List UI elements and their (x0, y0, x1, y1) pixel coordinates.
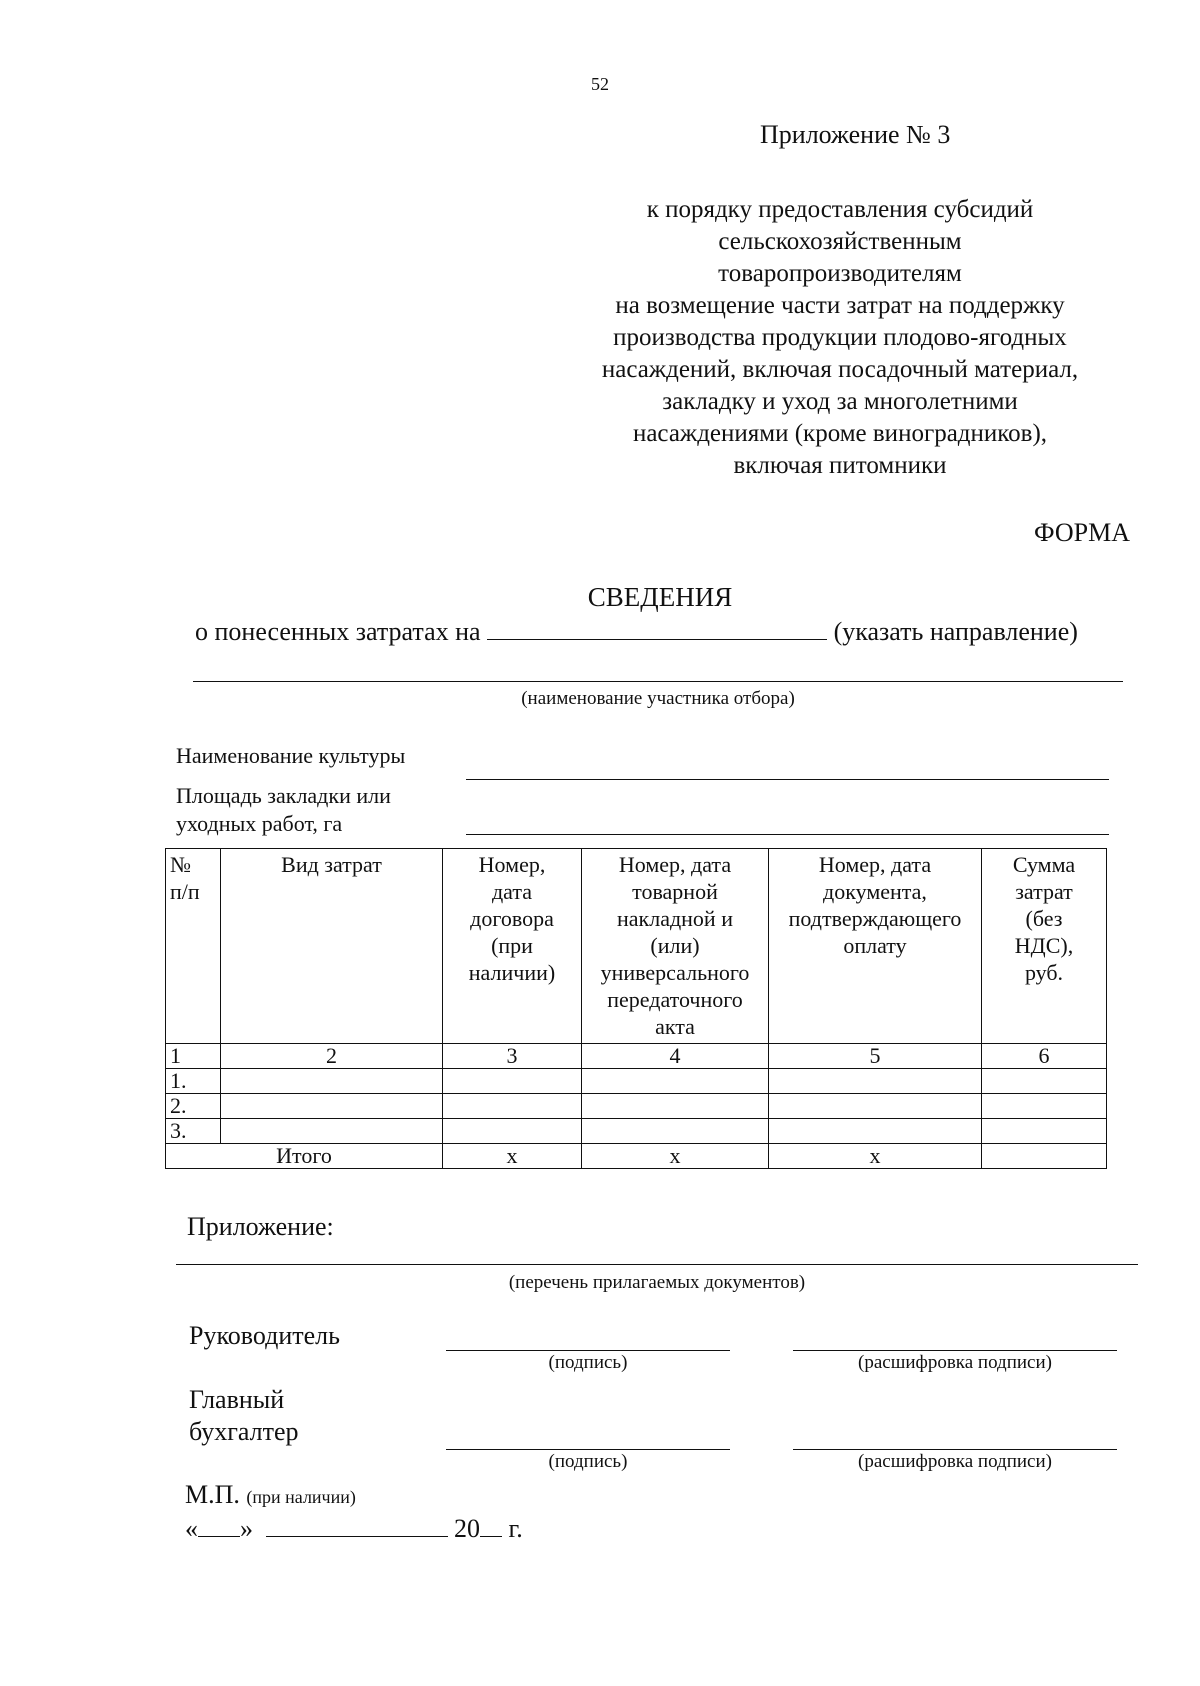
column-number: 6 (982, 1044, 1107, 1069)
date-month-field[interactable] (266, 1536, 448, 1537)
appendix-line: к порядку предоставления субсидий (646, 196, 1034, 223)
subtitle-prefix: о понесенных затратах на (195, 617, 481, 646)
row-number: 2. (166, 1094, 221, 1119)
appendix-line: закладку и уход за многолетними (662, 388, 1018, 415)
date-close-quote: » (240, 1514, 253, 1543)
table-cell[interactable] (221, 1119, 443, 1144)
header-payment-doc: Номер, дата документа, подтверждающего оплату (769, 849, 982, 1044)
attachment-list-field[interactable] (176, 1264, 1138, 1265)
date-day-field[interactable] (198, 1536, 240, 1537)
costs-table (165, 848, 1107, 1169)
attachment-title: Приложение: (187, 1212, 334, 1241)
column-number: 4 (582, 1044, 769, 1069)
participant-caption: (наименование участника отбора) (521, 688, 795, 709)
row-number: 1. (166, 1069, 221, 1094)
appendix-line: сельскохозяйственным (718, 228, 962, 255)
table-cell[interactable] (582, 1069, 769, 1094)
table-total-row (166, 1144, 1107, 1169)
appendix-line: насаждениями (кроме виноградников), (632, 420, 1048, 447)
table-cell[interactable] (769, 1119, 982, 1144)
participant-name-field[interactable] (193, 681, 1123, 682)
table-cell[interactable] (769, 1069, 982, 1094)
table-numbering-row (166, 1044, 1107, 1069)
header-amount: Сумма затрат (без НДС), руб. (982, 849, 1107, 1044)
total-label: Итого (166, 1144, 443, 1169)
accountant-label (189, 1384, 299, 1448)
appendix-line: производства продукции плодово-ягодных (613, 324, 1067, 351)
table-cell[interactable] (982, 1069, 1107, 1094)
row-number: 3. (166, 1119, 221, 1144)
table-cell[interactable] (443, 1094, 582, 1119)
area-label (176, 782, 391, 838)
column-number: 3 (443, 1044, 582, 1069)
form-label: ФОРМА (1034, 518, 1130, 547)
date-row (185, 1514, 523, 1544)
date-open-quote: « (185, 1514, 198, 1543)
table-cell[interactable] (221, 1094, 443, 1119)
culture-field[interactable] (466, 779, 1109, 780)
table-cell[interactable] (443, 1119, 582, 1144)
table-cell[interactable] (582, 1094, 769, 1119)
appendix-line: на возмещение части затрат на поддержку (615, 292, 1065, 319)
document-title: СВЕДЕНИЯ (587, 582, 733, 612)
appendix-line: насаждений, включая посадочный материал, (601, 356, 1079, 383)
table-row (166, 1119, 1107, 1144)
table-cell[interactable] (582, 1119, 769, 1144)
total-mark: х (769, 1144, 982, 1169)
total-amount-cell[interactable] (982, 1144, 1107, 1169)
decoding-caption: (расшифровка подписи) (858, 1352, 1052, 1373)
table-header-row (166, 849, 1107, 1044)
table-cell[interactable] (221, 1069, 443, 1094)
date-year-suffix: г. (508, 1514, 523, 1543)
decoding-caption: (расшифровка подписи) (858, 1451, 1052, 1472)
header-invoice: Номер, дата товарной накладной и (или) универсального передаточного акта (582, 849, 769, 1044)
table-cell[interactable] (982, 1119, 1107, 1144)
column-number: 2 (221, 1044, 443, 1069)
stamp-note: (при наличии) (246, 1487, 356, 1507)
appendix-line: товаропроизводителям (718, 260, 962, 287)
head-signature-field[interactable] (446, 1350, 730, 1351)
appendix-title: Приложение № 3 (760, 120, 951, 149)
table-row (166, 1094, 1107, 1119)
date-year-prefix: 20 (454, 1514, 480, 1543)
head-label: Руководитель (189, 1321, 340, 1350)
accountant-decoding-field[interactable] (793, 1449, 1117, 1450)
accountant-label-line: Главный (189, 1385, 285, 1414)
area-field[interactable] (466, 834, 1109, 835)
date-year-field[interactable] (480, 1536, 502, 1537)
page-number: 52 (591, 74, 609, 94)
subtitle-suffix: (указать направление) (833, 617, 1078, 646)
table-cell[interactable] (443, 1069, 582, 1094)
appendix-description (560, 194, 1120, 482)
area-label-line: уходных работ, га (176, 811, 343, 836)
appendix-line: включая питомники (733, 452, 947, 479)
accountant-signature-field[interactable] (446, 1449, 730, 1450)
table-row (166, 1069, 1107, 1094)
area-label-line: Площадь закладки или (176, 783, 391, 808)
culture-label: Наименование культуры (176, 743, 406, 768)
stamp-label (185, 1480, 356, 1510)
column-number: 5 (769, 1044, 982, 1069)
accountant-label-line: бухгалтер (189, 1417, 299, 1446)
total-mark: х (582, 1144, 769, 1169)
column-number: 1 (166, 1044, 221, 1069)
header-contract: Номер, дата договора (при наличии) (443, 849, 582, 1044)
signature-caption: (подпись) (548, 1352, 628, 1373)
document-subtitle (195, 617, 1078, 647)
table-cell[interactable] (769, 1094, 982, 1119)
header-number: № п/п (166, 849, 221, 1044)
header-cost-type: Вид затрат (221, 849, 443, 1044)
table-cell[interactable] (982, 1094, 1107, 1119)
attachment-caption: (перечень прилагаемых документов) (508, 1272, 806, 1293)
signature-caption: (подпись) (548, 1451, 628, 1472)
stamp-mark: М.П. (185, 1480, 240, 1509)
head-decoding-field[interactable] (793, 1350, 1117, 1351)
direction-field[interactable] (487, 639, 827, 640)
total-mark: х (443, 1144, 582, 1169)
